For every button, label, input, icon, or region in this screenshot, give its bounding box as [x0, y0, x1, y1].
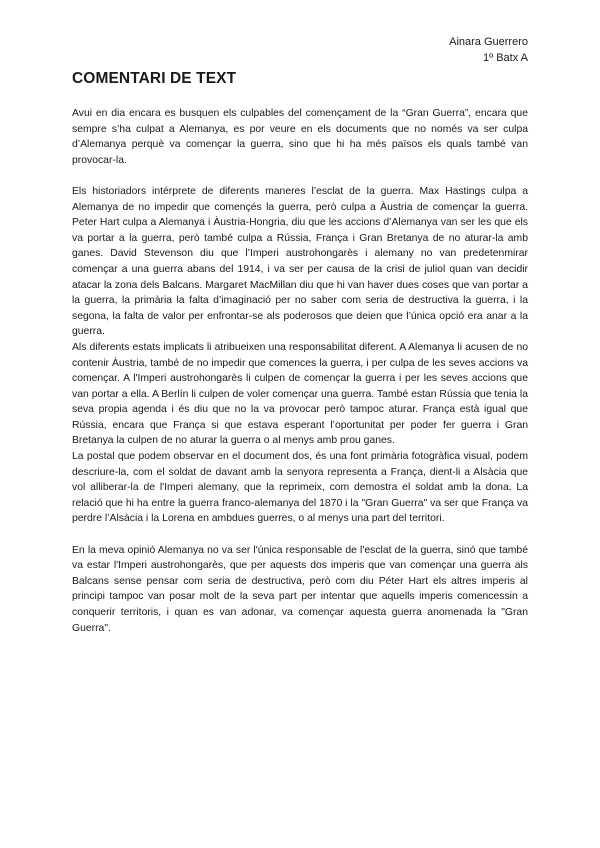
paragraph-opinion: En la meva opinió Alemanya no va ser l'única responsable de l'esclat de la guerra, sinó que també va estar l'Imperi austrohongarès, que per aquests dos imperis que van començar una guerra als Balcans sense pensar com seria de destructiva, però com diu Péter Hart els altres imperis al principi tampoc van posar molt de la seva part per intentar que aquells imperis comencessin a conquerir territoris, i quan es van adonar, va començar aquesta guerra anomenada la "Gran Guerra". [72, 544, 528, 634]
paragraph-historians: Els historiadors intérprete de diferents maneres l’esclat de la guerra. Max Hastings culpa a Alemanya de no impedir que començés la guerra, però culpa a Àustria de començar la guerra. Peter Hart culpa a Alemanya i Àustria-Hongria, diu que les accions d’Alemanya van ser les que els va portar a la guerra, però també culpa a Rússia, França i Gran Bretanya de no aturar-la amb ganes. David Stevenson diu que l’Imperi austrohongarès i alemany no van predetenmirar començar a una guerra abans del 1914, i va ser per causa de la crisi de juliol quan van decidir atacar la zona dels Balcans. Margaret MacMillan diu que hi van haver dues coses que van portar a la guerra, la primària la falta d’imaginació per no saber com seria de destructiva la guerra, i la segona, la falta de valor per enfrontar-se als poderosos que deien que l’única opció era anar a la guerra. [72, 185, 528, 338]
document-title: COMENTARI DE TEXT [72, 70, 237, 87]
class-group: 1º Batx A [483, 52, 528, 64]
author-block [449, 34, 528, 66]
paragraph-postcard: La postal que podem observar en el document dos, és una font primària fotogràfica visual, podem descriure-la, com el soldat de davant amb la senyora representa a França, dient-li a Alsàcia que vol alliberar-la de l'Imperi alemany, que la reprimeix, com demostra el soldat amb la dona. La relació que hi ha entre la guerra franco-alemanya del 1870 i la "Gran Guerra" va ser que França va perdre l’Alsàcia i la Lorena en ambdues guerres, o al menys una part del territori. [72, 451, 528, 525]
document-body [72, 106, 528, 636]
paragraph-intro: Avui en dia encara es busquen els culpables del començament de la “Gran Guerra”, encara que sempre s’ha culpat a Alemanya, es por veure en els documents que no només va ser culpa d’Alemanya perquè va començar la guerra, sino que hi ha més països els quals també van provocar-la. [72, 108, 528, 166]
paragraph-states: Als diferents estats implicats li atribueixen una responsabilitat diferent. A Alemanya li acusen de no contenir Àustria, també de no impedir que comences la guerra, i per culpa de les seves accions va començar. A l'Imperi austrohongarès li culpen de començar la guerra i per les seves accions que van portar a ella. A Berlín li culpen de voler començar una guerra. També estan Rússia que tenia la seva propia agenda i és diu que no la va provocar però tampoc aturar. França està igual que Rússia, encara que França si que estava esperant l’oportunitat per poder fer guerra i Gran Bretanya la culpen de no aturar la guerra o al menys amb prou ganes. [72, 341, 528, 447]
author-name: Ainara Guerrero [449, 36, 528, 48]
